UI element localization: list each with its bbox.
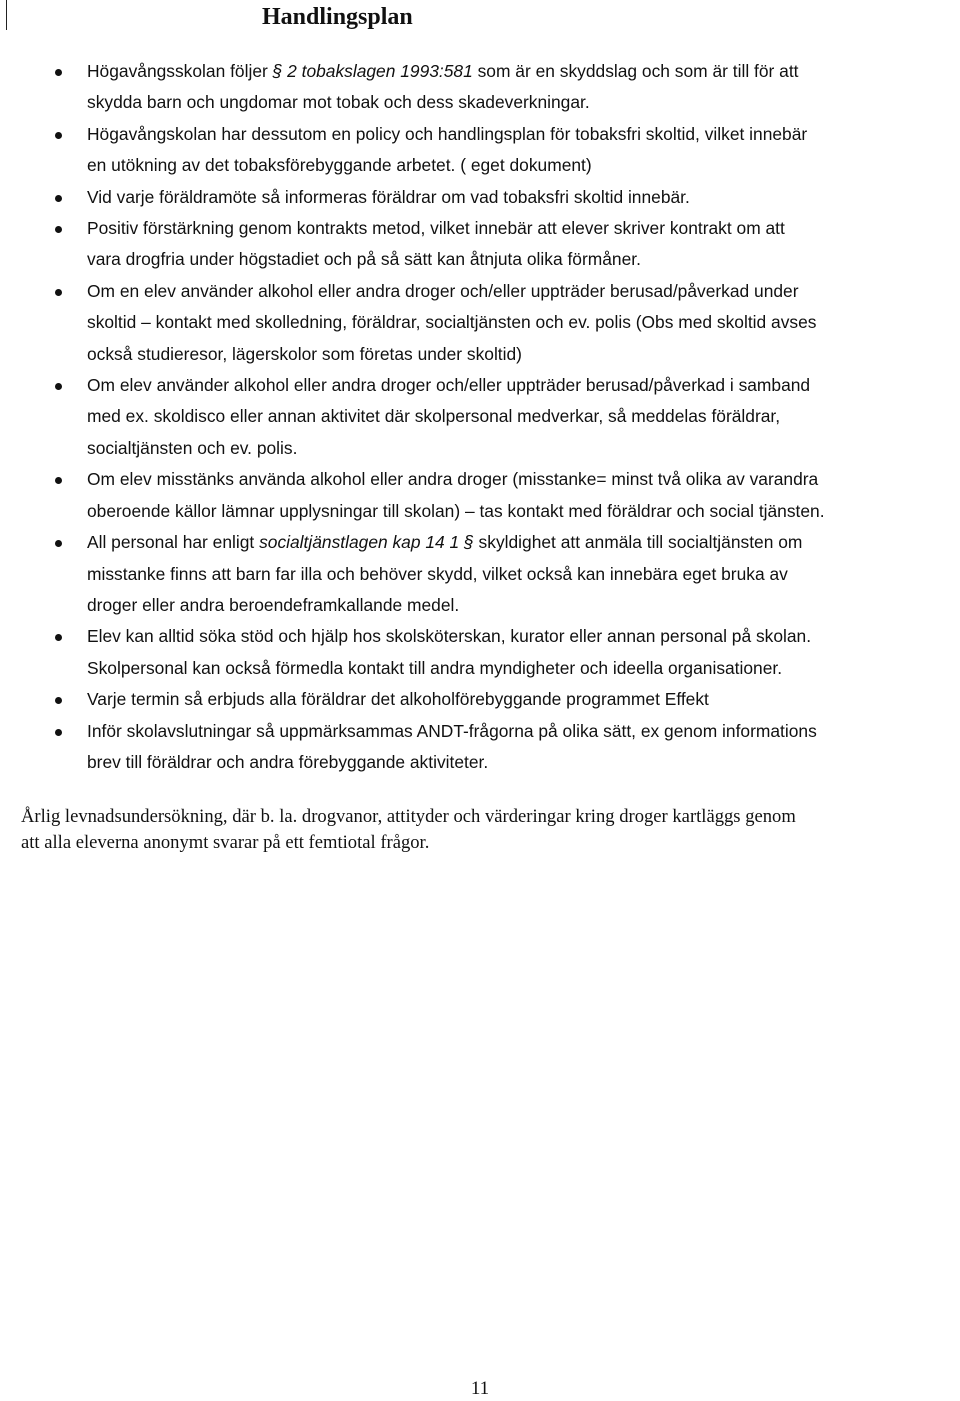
bullet-text: som är en skyddslag och som är till för att: [472, 61, 799, 81]
closing-line: Årlig levnadsundersökning, där b. la. drogvanor, attityder och värderingar kring droger kartläggs genom: [21, 806, 796, 827]
closing-line: att alla eleverna anonymt svarar på ett femtiotal frågor.: [21, 832, 430, 853]
bullet-line: [87, 653, 956, 684]
bullet-text: Högavångsskolan följer: [87, 61, 273, 81]
bullet-dot-icon: [55, 729, 62, 736]
bullet-item: [0, 370, 960, 464]
bullet-line: [87, 527, 956, 558]
bullet-text: vara drogfria under högstadiet och på så sätt kan åtnjuta olika förmåner.: [87, 249, 641, 270]
bullet-line: [87, 684, 956, 715]
bullet-text: Om elev använder alkohol eller andra droger och/eller uppträder berusad/påverkad i samband: [87, 375, 811, 396]
bullet-line: [87, 307, 956, 338]
bullet-item: [0, 716, 960, 779]
bullet-line: [87, 119, 956, 150]
bullet-line: [87, 276, 956, 307]
legal-reference: § 2 tobakslagen 1993:581: [272, 61, 473, 81]
bullet-text: Om en elev använder alkohol eller andra droger och/eller uppträder berusad/påverkad under: [87, 280, 799, 301]
bullet-dot-icon: [55, 383, 62, 390]
legal-reference: socialtjänstlagen kap 14 1 §: [259, 532, 474, 553]
bullet-item: [0, 56, 960, 119]
page-number: 11: [470, 1378, 490, 1399]
bullet-text: socialtjänsten och ev. polis.: [87, 437, 298, 458]
bullet-text: med ex. skoldisco eller annan aktivitet där skolpersonal medverkar, så meddelas föräldrar,: [87, 406, 781, 427]
bullet-item: [0, 119, 960, 182]
bullet-line: [87, 433, 956, 464]
bullet-item: [0, 276, 960, 370]
bullet-line: [87, 182, 956, 213]
bullet-dot-icon: [55, 69, 62, 76]
bullet-text: Inför skolavslutningar så uppmärksammas ANDT-frågorna på olika sätt, ex genom informations: [87, 720, 817, 741]
bullet-text: brev till föräldrar och andra förebyggande aktiviteter.: [87, 751, 489, 772]
bullet-item: [0, 464, 960, 527]
bullet-line: [87, 370, 956, 401]
bullet-line: [87, 716, 956, 747]
bullet-line: [87, 401, 956, 432]
bullet-text: Skolpersonal kan också förmedla kontakt till andra myndigheter och ideella organisationer.: [87, 657, 783, 678]
bullet-text: skydda barn och ungdomar mot tobak och dess skadeverkningar.: [87, 92, 590, 113]
bullet-line: [87, 559, 956, 590]
bullet-line: [87, 747, 956, 778]
bullet-line: [87, 621, 956, 652]
bullet-dot-icon: [55, 634, 62, 641]
bullet-line: [87, 150, 956, 181]
bullet-text: Vid varje föräldramöte så informeras föräldrar om vad tobaksfri skoltid innebär.: [87, 186, 690, 207]
margin-rule: [6, 0, 7, 30]
bullet-text: Positiv förstärkning genom kontrakts metod, vilket innebär att elever skriver kontrakt om att: [87, 218, 785, 239]
bullet-text: droger eller andra beroendeframkallande medel.: [87, 594, 460, 615]
bullet-text: All personal har enligt: [87, 532, 260, 553]
bullet-line: [87, 87, 956, 118]
bullet-item: [0, 182, 960, 213]
bullet-dot-icon: [55, 540, 62, 547]
bullet-text: Elev kan alltid söka stöd och hjälp hos skolsköterskan, kurator eller annan personal på skolan.: [87, 626, 812, 647]
bullet-dot-icon: [55, 195, 62, 202]
bullet-line: [87, 496, 956, 527]
closing-paragraph: [21, 804, 951, 856]
bullet-text: Varje termin så erbjuds alla föräldrar det alkoholförebyggande programmet Effekt: [87, 689, 709, 710]
bullet-item: [0, 684, 960, 715]
page-title: Handlingsplan: [262, 4, 413, 30]
bullet-line: [87, 244, 956, 275]
bullet-text: skoltid – kontakt med skolledning, föräldrar, socialtjänsten och ev. polis (Obs med skoltid avses: [87, 312, 817, 333]
bullet-text: skyldighet att anmäla till socialtjänsten om: [473, 532, 803, 553]
bullet-dot-icon: [55, 226, 62, 233]
bullet-dot-icon: [55, 132, 62, 139]
bullet-line: [87, 339, 956, 370]
bullet-item: [0, 527, 960, 621]
bullet-text: en utökning av det tobaksförebyggande arbetet. ( eget dokument): [87, 155, 592, 176]
bullet-line: [87, 56, 956, 87]
bullet-item: [0, 621, 960, 684]
bullet-text: oberoende källor lämnar upplysningar till skolan) – tas kontakt med föräldrar och social tjänsten.: [87, 500, 825, 521]
bullet-list: [0, 56, 960, 778]
bullet-dot-icon: [55, 289, 62, 296]
bullet-line: [87, 590, 956, 621]
bullet-text: Om elev misstänks använda alkohol eller andra droger (misstanke= minst två olika av varandra: [87, 469, 819, 490]
bullet-line: [87, 213, 956, 244]
bullet-text: också studieresor, lägerskolor som företas under skoltid): [87, 343, 522, 364]
bullet-text: Högavångskolan har dessutom en policy och handlingsplan för tobaksfri skoltid, vilket innebär: [87, 123, 808, 144]
bullet-dot-icon: [55, 697, 62, 704]
bullet-dot-icon: [55, 477, 62, 484]
bullet-item: [0, 213, 960, 276]
bullet-line: [87, 464, 956, 495]
bullet-text: misstanke finns att barn far illa och behöver skydd, vilket också kan innebära eget bruka av: [87, 563, 788, 584]
